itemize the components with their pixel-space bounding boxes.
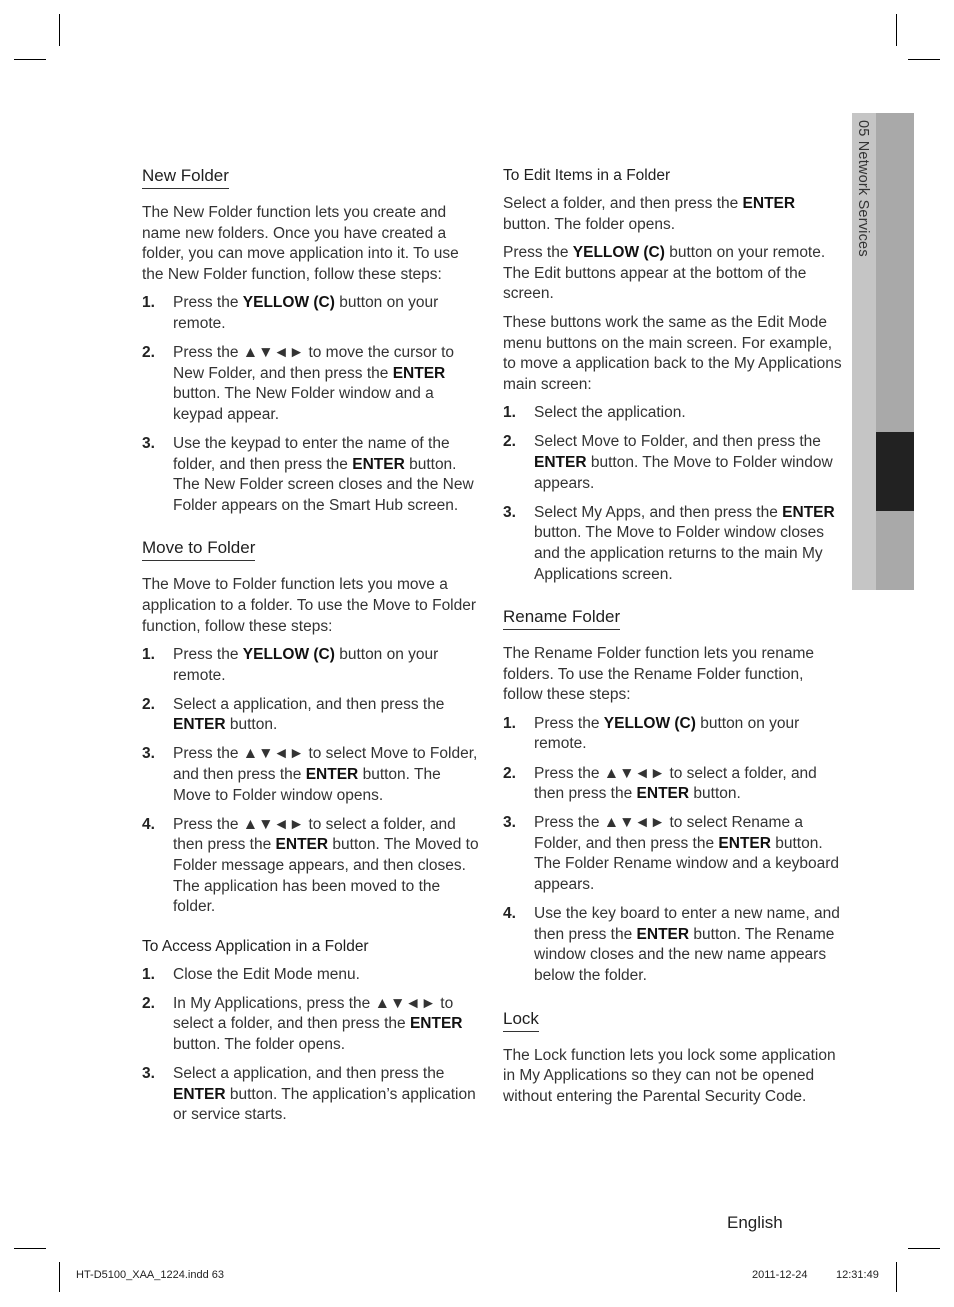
file-slug: HT-D5100_XAA_1224.indd 63 [76,1269,224,1281]
step-text: Press the ▲▼◄► to select Rename a Folder, and then press the ENTER button. The Folder Rename window and a keyboard appears. [534,814,840,894]
section-intro: The Rename Folder function lets you rename folders. To use the Rename Folder function, follow these steps: [503,645,815,704]
crop-mark [896,1262,897,1292]
crop-mark [59,1262,60,1292]
step-text: Press the YELLOW (C) button on your remote. [173,646,439,684]
section-edit-items [503,167,843,585]
step-list [503,714,843,987]
section-lock [503,1009,843,1108]
step-item [142,744,482,806]
step-number: 3. [142,434,155,452]
step-item [142,695,482,736]
step-list [142,293,482,516]
step-text: Select a application, and then press the ENTER button. [173,695,445,734]
step-list [503,403,843,585]
step-item [503,432,843,494]
step-number: 2. [142,344,155,362]
step-item [503,714,843,755]
step-item [142,293,482,334]
step-number: 2. [503,433,516,451]
step-item [142,343,482,425]
step-number: 3. [503,814,516,832]
step-text: Press the YELLOW (C) button on your remote. [173,294,439,332]
step-item [503,764,843,805]
step-text: Select the application. [534,404,686,422]
paragraph: These buttons work the same as the Edit Mode menu buttons on the main screen. For example, to move a application back to the My Applications main screen: [503,313,842,393]
step-number: 2. [142,994,155,1012]
step-number: 4. [142,815,155,833]
step-number: 2. [142,695,155,713]
step-item [503,403,843,424]
crop-mark [14,1248,46,1249]
step-number: 1. [503,404,516,422]
step-item [142,965,482,986]
step-list [142,965,482,1126]
step-item [142,994,482,1056]
page-language: English [727,1213,783,1232]
chapter-tab-marker [876,432,914,511]
step-number: 1. [142,294,155,312]
section-access-application [142,938,482,1126]
chapter-tab-strip [876,113,914,590]
section-title: Lock [503,1009,539,1032]
subsection-title: To Access Application in a Folder [142,937,369,955]
paragraph: Select a folder, and then press the ENTER button. The folder opens. [503,195,796,233]
step-number: 4. [503,905,516,923]
step-text: Press the ▲▼◄► to move the cursor to New Folder, and then press the ENTER button. The New Folder window and a keypad appear. [173,344,455,423]
right-column [503,166,843,1129]
crop-mark [896,14,897,46]
step-number: 3. [503,503,516,521]
step-number: 3. [142,745,155,763]
step-number: 1. [503,714,516,732]
section-move-to-folder [142,538,482,917]
step-item [142,645,482,686]
step-text: Press the ▲▼◄► to select Move to Folder, and then press the ENTER button. The Move to Folder window opens. [173,745,478,804]
step-list [142,645,482,918]
step-number: 1. [142,965,155,983]
slug-time: 12:31:49 [836,1269,879,1281]
step-number: 3. [142,1065,155,1083]
section-intro: The Move to Folder function lets you move a application to a folder. To use the Move to Folder function, follow these steps: [142,576,477,635]
left-column [142,166,482,1148]
chapter-label-text: 05 Network Services [855,120,871,257]
section-intro: The Lock function lets you lock some application in My Applications so they can not be opened without entering the Parental Security Code. [503,1046,836,1105]
crop-mark [59,14,60,46]
step-item [142,434,482,516]
section-title: New Folder [142,166,229,189]
step-text: Press the ▲▼◄► to select a folder, and then press the ENTER button. [534,764,817,803]
crop-mark [908,1248,940,1249]
step-text: Close the Edit Mode menu. [173,965,360,983]
paragraph-group [503,194,843,395]
step-item [142,1064,482,1126]
step-text: Use the key board to enter a new name, and then press the ENTER button. The Rename window closes and the new name appears below the folder. [534,905,840,984]
subsection-title: To Edit Items in a Folder [503,167,671,184]
slug-date: 2011-12-24 [752,1269,808,1281]
step-text: Select Move to Folder, and then press the ENTER button. The Move to Folder window appears. [534,433,833,492]
step-number: 1. [142,646,155,664]
crop-mark [14,59,46,60]
section-title: Rename Folder [503,607,620,630]
step-item [142,815,482,918]
step-number: 2. [503,764,516,782]
section-title: Move to Folder [142,538,255,561]
chapter-label [854,120,876,320]
paragraph: Press the YELLOW (C) button on your remote. The Edit buttons appear at the bottom of the screen. [503,244,826,303]
step-text: Use the keypad to enter the name of the folder, and then press the ENTER button. The New Folder screen closes and the New Folder appears on the Smart Hub screen. [173,434,474,514]
step-text: Press the YELLOW (C) button on your remote. [534,714,800,753]
step-text: In My Applications, press the ▲▼◄► to select a folder, and then press the ENTER button. The folder opens. [173,994,463,1053]
crop-mark [908,59,940,60]
section-new-folder [142,166,482,516]
section-intro: The New Folder function lets you create and name new folders. Once you have created a folder, you can move application into it. To use the New Folder function, follow these steps: [142,204,459,283]
step-text: Select My Apps, and then press the ENTER button. The Move to Folder window closes and the application returns to the main My Applications screen. [534,503,835,583]
step-item [503,503,843,585]
step-item [503,813,843,895]
step-item [503,904,843,986]
section-rename-folder [503,607,843,986]
step-text: Select a application, and then press the ENTER button. The application’s application or service starts. [173,1065,476,1124]
step-text: Press the ▲▼◄► to select a folder, and then press the ENTER button. The Moved to Folder message appears, and then closes. The application has been moved to the folder. [173,815,479,916]
